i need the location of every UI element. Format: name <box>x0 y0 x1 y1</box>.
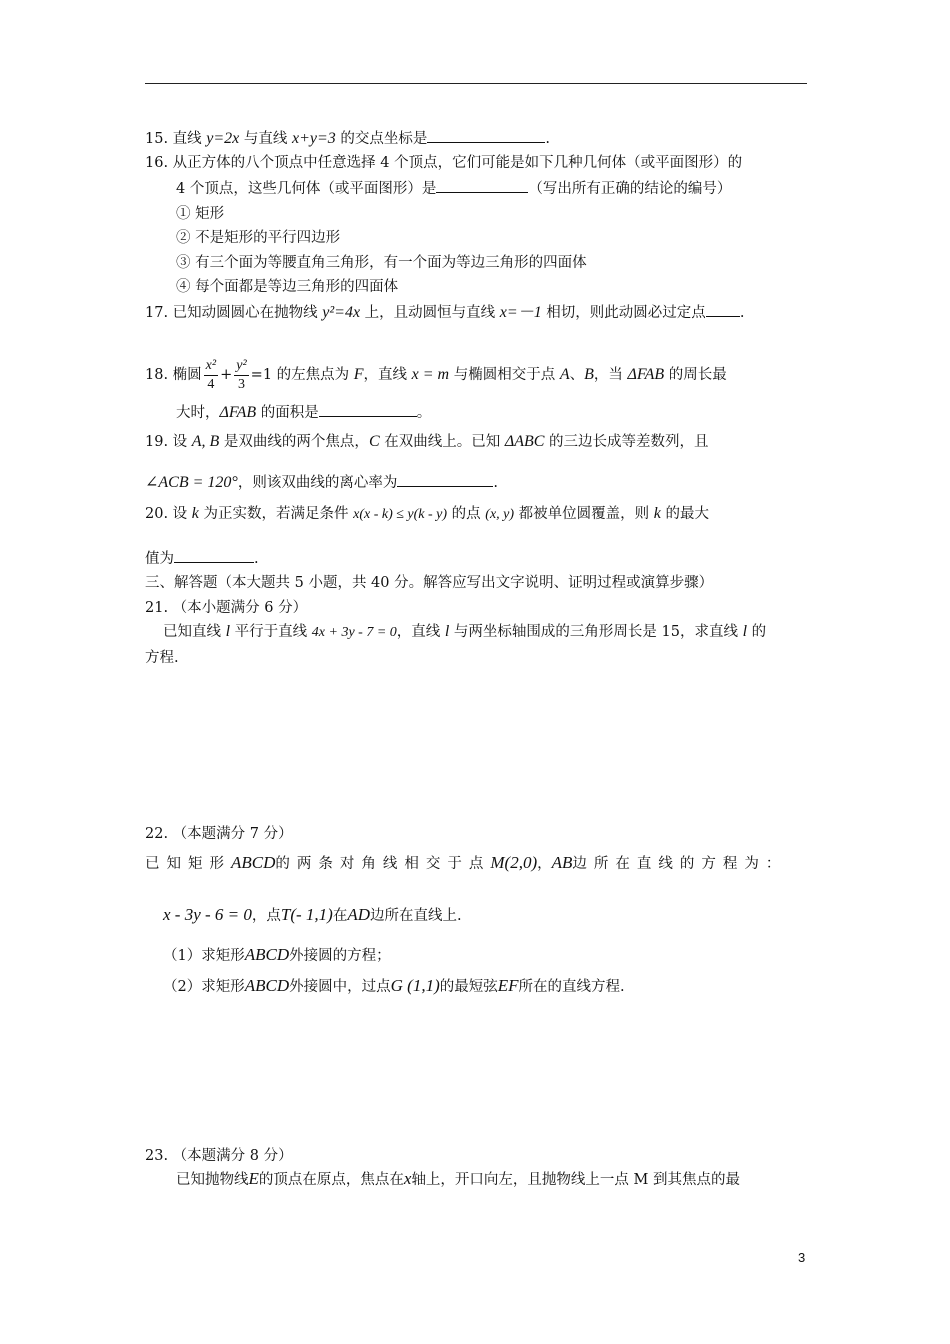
q15-equation-1: y=2x <box>206 130 240 147</box>
q15-text: 的交点坐标是 <box>335 131 428 147</box>
q19-text: 的三边长成等差数列，且 <box>544 434 709 450</box>
q17-equation-1: y²=4x <box>322 304 361 321</box>
q20-text: 的最大 <box>660 506 709 522</box>
q16-option-3: ③ 有三个面为等腰直角三角形，有一个面为等边三角形的四面体 <box>176 255 587 271</box>
q21-header: 21. （本小题满分 6 分） <box>145 600 308 616</box>
question-23-line-1 <box>176 1166 740 1193</box>
q22-text: ，点 <box>251 908 281 924</box>
fraction-numerator: x² <box>204 357 218 376</box>
q18-B: B <box>584 366 594 383</box>
q16-option-2: ② 不是矩形的平行四边形 <box>176 230 341 246</box>
question-18-line-1 <box>145 350 727 400</box>
q22-text: 所在的直线方程. <box>518 979 625 995</box>
q17-equation-2: x=－1 <box>499 304 542 321</box>
q22-sub-2 <box>163 972 625 1001</box>
q17-text: 17. 已知动圆圆心在抛物线 <box>145 305 323 321</box>
q18-A: A <box>559 366 570 383</box>
q17-text: 相切，则此动圆必过定点 <box>541 305 706 321</box>
q23-header: 23. （本题满分 8 分） <box>145 1148 293 1164</box>
section-3-heading: 三、解答题（本大题共 5 小题，共 40 分。解答应写出文字说明、证明过程或演算步骤） <box>145 575 714 591</box>
q22-sub-1 <box>163 942 391 969</box>
answer-blank[interactable] <box>174 548 254 563</box>
q18-label: 18. 椭圆 <box>145 367 202 383</box>
q18-text: =1 的左焦点为 <box>250 367 354 383</box>
q15-number: 15. <box>145 131 169 147</box>
q21-text: 与两坐标轴围成的三角形周长是 15，求直线 <box>449 624 743 640</box>
q23-x: x <box>403 1169 412 1188</box>
q22-T: T(- 1,1) <box>280 905 333 924</box>
q20-text: 值为 <box>145 551 174 567</box>
q20-text: 为正实数，若满足条件 <box>198 506 354 522</box>
q18-text: ，直线 <box>363 367 412 383</box>
q20-inequality: x(x - k) ≤ y(k - y) <box>353 507 448 522</box>
answer-blank[interactable] <box>436 178 528 193</box>
q18-text: ，当 <box>593 367 628 383</box>
q18-triangle: ΔFAB <box>627 366 665 383</box>
q22-M: M(2,0) <box>490 853 538 872</box>
q15-end: . <box>545 131 551 147</box>
question-21-line-2: 方程. <box>145 650 179 666</box>
q18-end: 。 <box>416 405 432 421</box>
q15-text: 直线 <box>172 131 207 147</box>
q23-text: 轴上，开口向左，且抛物线上一点 M 到其焦点的最 <box>411 1172 741 1188</box>
q17-text: 上，且动圆恒与直线 <box>360 305 500 321</box>
q18-fraction-1 <box>204 357 218 394</box>
question-16-line-1: 16. 从正方体的八个顶点中任意选择 4 个顶点，它们可能是如下几种几何体（或平面图形）的 <box>145 155 743 171</box>
q20-text: 的点 <box>447 506 486 522</box>
q19-angle: ∠ACB = 120° <box>145 474 238 491</box>
question-21-line-1 <box>163 622 766 643</box>
q22-text: 外接圆中，过点 <box>289 979 391 995</box>
q22-text: 边所在直线的方程为： <box>572 856 788 872</box>
q21-l: l <box>742 623 748 640</box>
q22-text: 的最短弦 <box>439 979 498 995</box>
q19-AB: A, B <box>191 433 220 450</box>
q19-text: ，则该双曲线的离心率为 <box>237 475 398 491</box>
plus-sign: + <box>220 367 233 383</box>
q22-text: （1）求矩形 <box>163 948 245 964</box>
q18-F: F <box>353 366 364 383</box>
q22-text: 外接圆的方程； <box>289 948 391 964</box>
question-22-line-2 <box>163 900 462 931</box>
q22-text: 的两条对角线相交于点 <box>275 856 491 872</box>
question-19-line-2 <box>145 472 498 493</box>
q19-text: 19. 设 <box>145 434 192 450</box>
q22-equation: x - 3y - 6 = 0 <box>163 905 252 924</box>
q18-text: 大时， <box>176 405 220 421</box>
fraction-denominator: 4 <box>207 376 215 392</box>
q18-triangle: ΔFAB <box>219 404 257 421</box>
q22-AB: AB <box>551 853 573 872</box>
q19-text: 是双曲线的两个焦点， <box>219 434 369 450</box>
q19-C: C <box>368 433 380 450</box>
q22-text: 在 <box>332 908 348 924</box>
q21-equation: 4x + 3y - 7 = 0 <box>311 625 397 640</box>
question-17 <box>145 302 744 323</box>
q23-text: 已知抛物线 <box>176 1172 249 1188</box>
question-16-line-2 <box>176 178 731 199</box>
q18-sep: 、 <box>569 367 585 383</box>
q15-equation-2: x+y=3 <box>292 130 336 147</box>
q22-text: ， <box>537 856 552 872</box>
q22-G: G (1,1) <box>390 976 440 995</box>
q21-l: l <box>225 623 231 640</box>
q16-option-1: ① 矩形 <box>176 206 225 222</box>
q23-E: E <box>248 1169 259 1188</box>
answer-blank[interactable] <box>319 402 417 417</box>
q21-text: 的 <box>747 624 767 640</box>
q22-EF: EF <box>497 976 519 995</box>
q19-triangle: ΔABC <box>504 433 545 450</box>
q22-ABCD: ABCD <box>244 945 290 964</box>
q20-k: k <box>653 505 661 522</box>
fraction-numerator: y² <box>234 357 248 376</box>
q19-end: . <box>493 475 498 491</box>
q20-k: k <box>191 505 199 522</box>
q20-point: (x, y) <box>485 507 515 522</box>
page-number: 3 <box>798 1250 806 1265</box>
q22-header: 22. （本题满分 7 分） <box>145 826 293 842</box>
q18-text: 的面积是 <box>256 405 319 421</box>
answer-blank[interactable] <box>397 472 493 487</box>
question-20-line-2 <box>145 548 259 569</box>
q23-text: 的顶点在原点，焦点在 <box>258 1172 404 1188</box>
q19-text: 在双曲线上。已知 <box>379 434 505 450</box>
q20-text: 20. 设 <box>145 506 192 522</box>
q16-text: 4 个顶点，这些几何体（或平面图形）是 <box>176 181 437 197</box>
q22-ABCD: ABCD <box>244 976 290 995</box>
q21-l: l <box>444 623 450 640</box>
q18-fraction-2 <box>234 357 248 394</box>
q18-equation: x = m <box>411 366 450 383</box>
question-20-line-1 <box>145 500 709 529</box>
q21-text: 已知直线 <box>163 624 226 640</box>
q17-end: . <box>739 305 745 321</box>
question-19-line-1 <box>145 428 709 456</box>
header-rule <box>145 83 807 84</box>
question-15 <box>145 128 550 149</box>
question-18-line-2 <box>176 402 431 423</box>
q22-text: 边所在直线上. <box>370 908 462 924</box>
q22-text: 已知矩形 <box>145 856 231 872</box>
q16-option-4: ④ 每个面都是等边三角形的四面体 <box>176 279 399 295</box>
question-22-line-1 <box>145 848 787 879</box>
q16-text: （写出所有正确的结论的编号） <box>528 181 732 197</box>
q22-ABCD: ABCD <box>231 853 276 872</box>
q20-end: . <box>254 551 259 567</box>
q15-text: 与直线 <box>239 131 292 147</box>
answer-blank[interactable] <box>706 302 740 317</box>
answer-blank[interactable] <box>427 128 545 143</box>
q18-text: 的周长最 <box>664 367 727 383</box>
q21-text: ，直线 <box>396 624 445 640</box>
q22-AD: AD <box>347 905 371 924</box>
q20-text: 都被单位圆覆盖，则 <box>514 506 654 522</box>
fraction-denominator: 3 <box>237 376 245 392</box>
q21-text: 平行于直线 <box>230 624 312 640</box>
q22-text: （2）求矩形 <box>163 979 245 995</box>
q18-text: 与椭圆相交于点 <box>449 367 560 383</box>
